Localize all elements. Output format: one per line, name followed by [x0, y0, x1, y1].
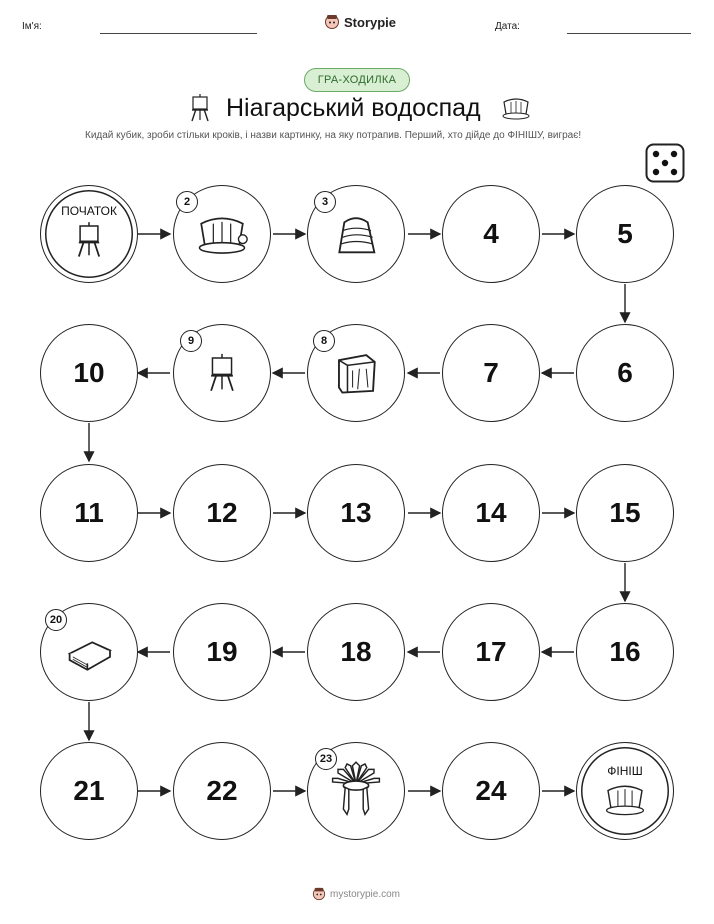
cell-number: 6	[617, 357, 633, 388]
cell-badge: 8	[313, 330, 335, 352]
cell-number: 7	[483, 357, 499, 388]
cell-12	[173, 464, 271, 562]
cell-number: 5	[617, 218, 633, 249]
cell-badge: 9	[180, 330, 202, 352]
cell-4	[442, 185, 540, 283]
cell-number: 10	[73, 357, 105, 388]
cell-number: 18	[340, 636, 372, 667]
cell-number: 21	[73, 775, 105, 806]
finish-cell	[576, 742, 674, 840]
cell-13	[307, 464, 405, 562]
cell-number: 11	[74, 497, 104, 528]
cell-17	[442, 603, 540, 701]
cell-18	[307, 603, 405, 701]
headdress-icon	[329, 762, 383, 820]
cell-10	[40, 324, 138, 422]
cell-24	[442, 742, 540, 840]
instructions: Кидай кубик, зроби стільки кроків, і назви картинку, на яку потрапив. Перший, хто дійде до ФІНІШУ, виграє!	[85, 130, 582, 141]
waterfall-icon	[196, 213, 248, 255]
cell-number: 19	[206, 636, 238, 667]
cell-7	[442, 324, 540, 422]
cell-11	[40, 464, 138, 562]
storypie-mascot-icon	[312, 887, 326, 901]
cell-number: 4	[483, 218, 499, 249]
cell-19	[173, 603, 271, 701]
rock-icon	[331, 212, 381, 256]
cell-number: 13	[340, 497, 372, 528]
cell-number: 17	[475, 636, 507, 667]
cell-badge: 3	[314, 191, 336, 213]
cell-number: 14	[475, 497, 507, 528]
cell-badge: 23	[315, 748, 337, 770]
finish-label: ФІНІШ	[607, 764, 643, 778]
easel-icon	[207, 350, 237, 396]
cell-22	[173, 742, 271, 840]
footer-url[interactable]: mystorypie.com	[330, 888, 401, 900]
page-title: Ніагарський водоспад	[226, 94, 481, 122]
name-label: Ім'я:	[22, 21, 42, 32]
game-type-badge: ГРА-ХОДИЛКА	[304, 68, 410, 92]
waterfall-icon	[603, 782, 647, 816]
cell-5	[576, 185, 674, 283]
cell-16	[576, 603, 674, 701]
footer	[312, 887, 400, 901]
easel-icon	[75, 220, 103, 260]
cell-number: 24	[475, 775, 507, 806]
rock-block-icon	[332, 350, 380, 396]
cell-number: 12	[206, 497, 238, 528]
cell-21	[40, 742, 138, 840]
cell-14	[442, 464, 540, 562]
date-label: Дата:	[495, 21, 520, 32]
cell-number: 22	[206, 775, 238, 806]
brand-name: Storypie	[344, 14, 397, 30]
cell-6	[576, 324, 674, 422]
book-icon	[64, 631, 114, 673]
cell-badge: 20	[45, 609, 67, 631]
cell-badge: 2	[176, 191, 198, 213]
cell-number: 15	[609, 497, 641, 528]
start-cell	[40, 185, 138, 283]
cell-number: 16	[609, 636, 641, 667]
cell-15	[576, 464, 674, 562]
start-label: ПОЧАТОК	[61, 204, 117, 218]
